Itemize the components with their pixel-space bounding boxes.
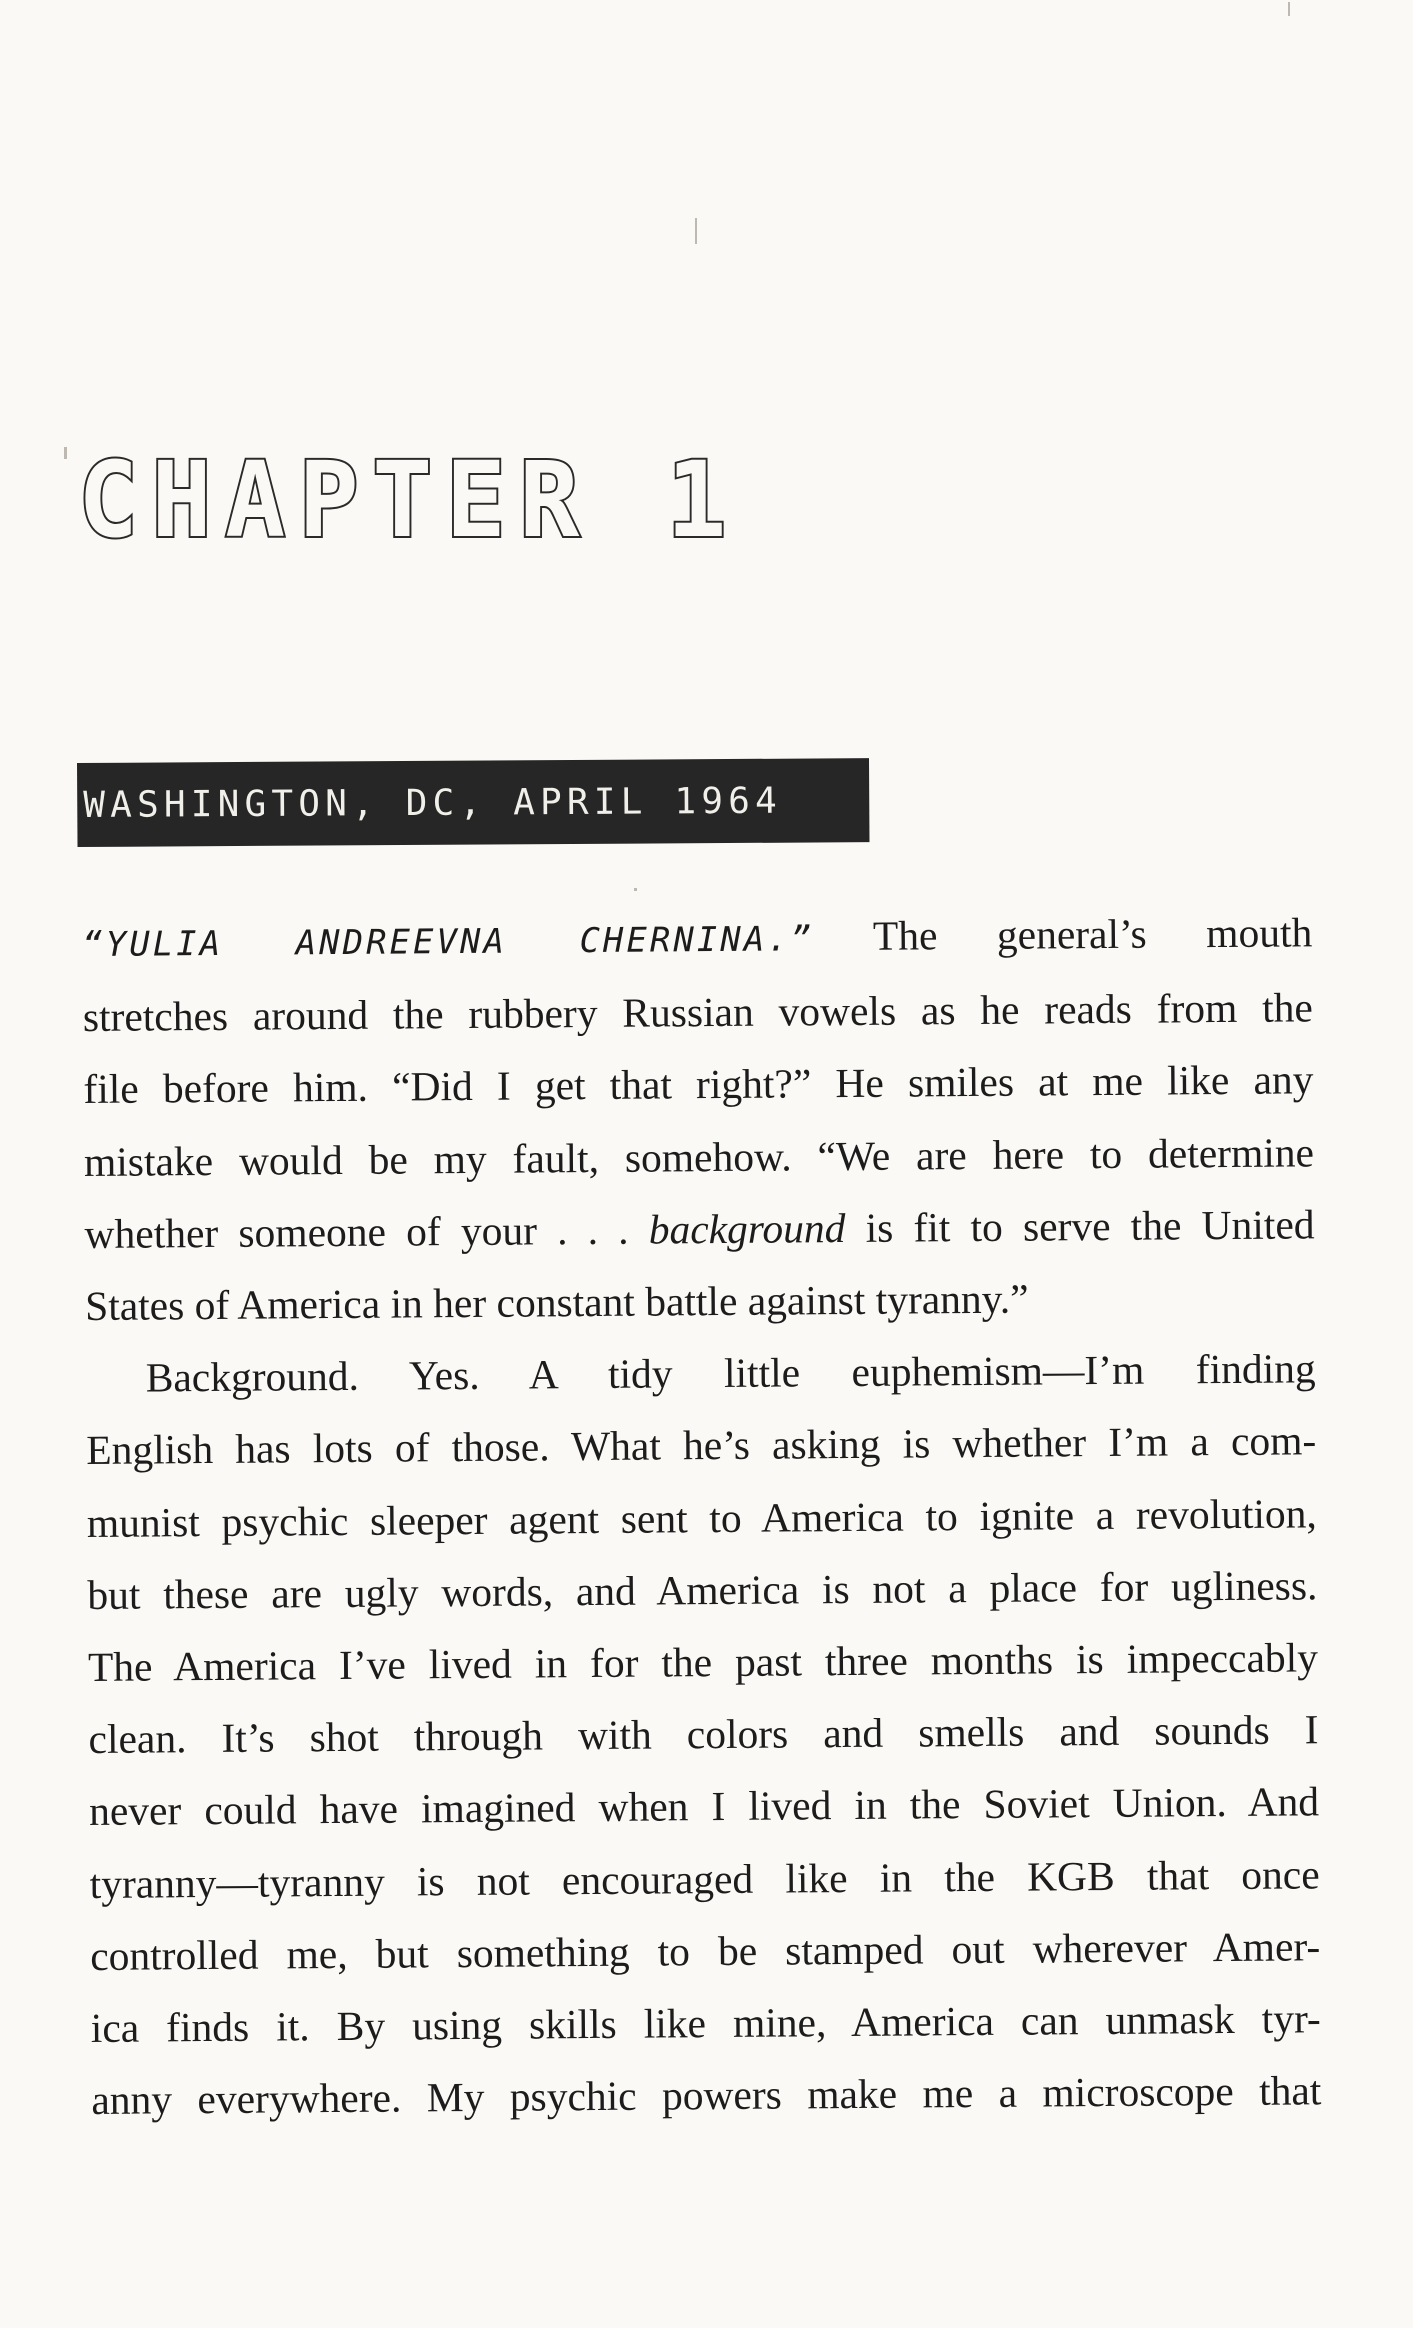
text-line: never could have imagined when I lived in the Soviet Union. And: [88, 1778, 1320, 1835]
text-line: controlled me, but something to be stamped out wherever Amer-: [90, 1923, 1321, 1979]
location-dateline: WASHINGTON, DC, APRIL 1964: [83, 780, 783, 826]
text-line: ica finds it. By using skills like mine, America can unmask tyr-: [90, 1995, 1321, 2052]
text-line: file before him. “Did I get that right?” He smiles at me like any: [83, 1056, 1314, 1113]
text-line: munist psychic sleeper agent sent to America to ignite a revolution,: [86, 1489, 1317, 1546]
scan-speck: [1288, 2, 1290, 16]
text-line: stretches around the rubbery Russian vowels as he reads from the: [82, 984, 1314, 1041]
chapter-heading-text: CHAPTER 1: [78, 439, 740, 561]
scan-speck: [64, 447, 67, 459]
scan-speck: [695, 218, 697, 244]
paragraph-2: [85, 1333, 1321, 2137]
text-line: English has lots of those. What he’s asking is whether I’m a com-: [86, 1417, 1317, 1474]
text-line: [82, 896, 1313, 981]
text-line: mistake would be my fault, somehow. “We are here to determine: [83, 1128, 1315, 1185]
text-line: clean. It’s shot through with colors and smells and sounds I: [88, 1706, 1319, 1763]
italic-word: background: [648, 1204, 846, 1253]
typed-name: “YULIA ANDREEVNA CHERNINA.”: [82, 919, 815, 965]
text-line: States of America in her constant battle against tyranny.”: [84, 1275, 1029, 1330]
text-line: anny everywhere. My psychic powers make me a microscope that: [91, 2067, 1322, 2124]
text-line: Background. Yes. A tidy little euphemism—I’m finding: [145, 1345, 1316, 1401]
chapter-body: [82, 896, 1322, 2136]
paragraph-1: [82, 896, 1315, 1342]
chapter-heading: [78, 439, 740, 561]
text-line: The America I’ve lived in for the past three months is impeccably: [87, 1634, 1319, 1691]
text-line: [84, 1188, 1315, 1270]
text-span: The general’s mouth: [814, 909, 1313, 960]
text-span: whether someone of your . . .: [84, 1206, 649, 1257]
text-line: tyranny—tyranny is not encouraged like in the KGB that once: [89, 1850, 1320, 1907]
text-span: is fit to serve the United: [845, 1201, 1315, 1251]
text-line: but these are ugly words, and America is not a place for ugliness.: [87, 1562, 1318, 1618]
scan-speck: [634, 888, 637, 891]
location-banner: [77, 758, 869, 847]
